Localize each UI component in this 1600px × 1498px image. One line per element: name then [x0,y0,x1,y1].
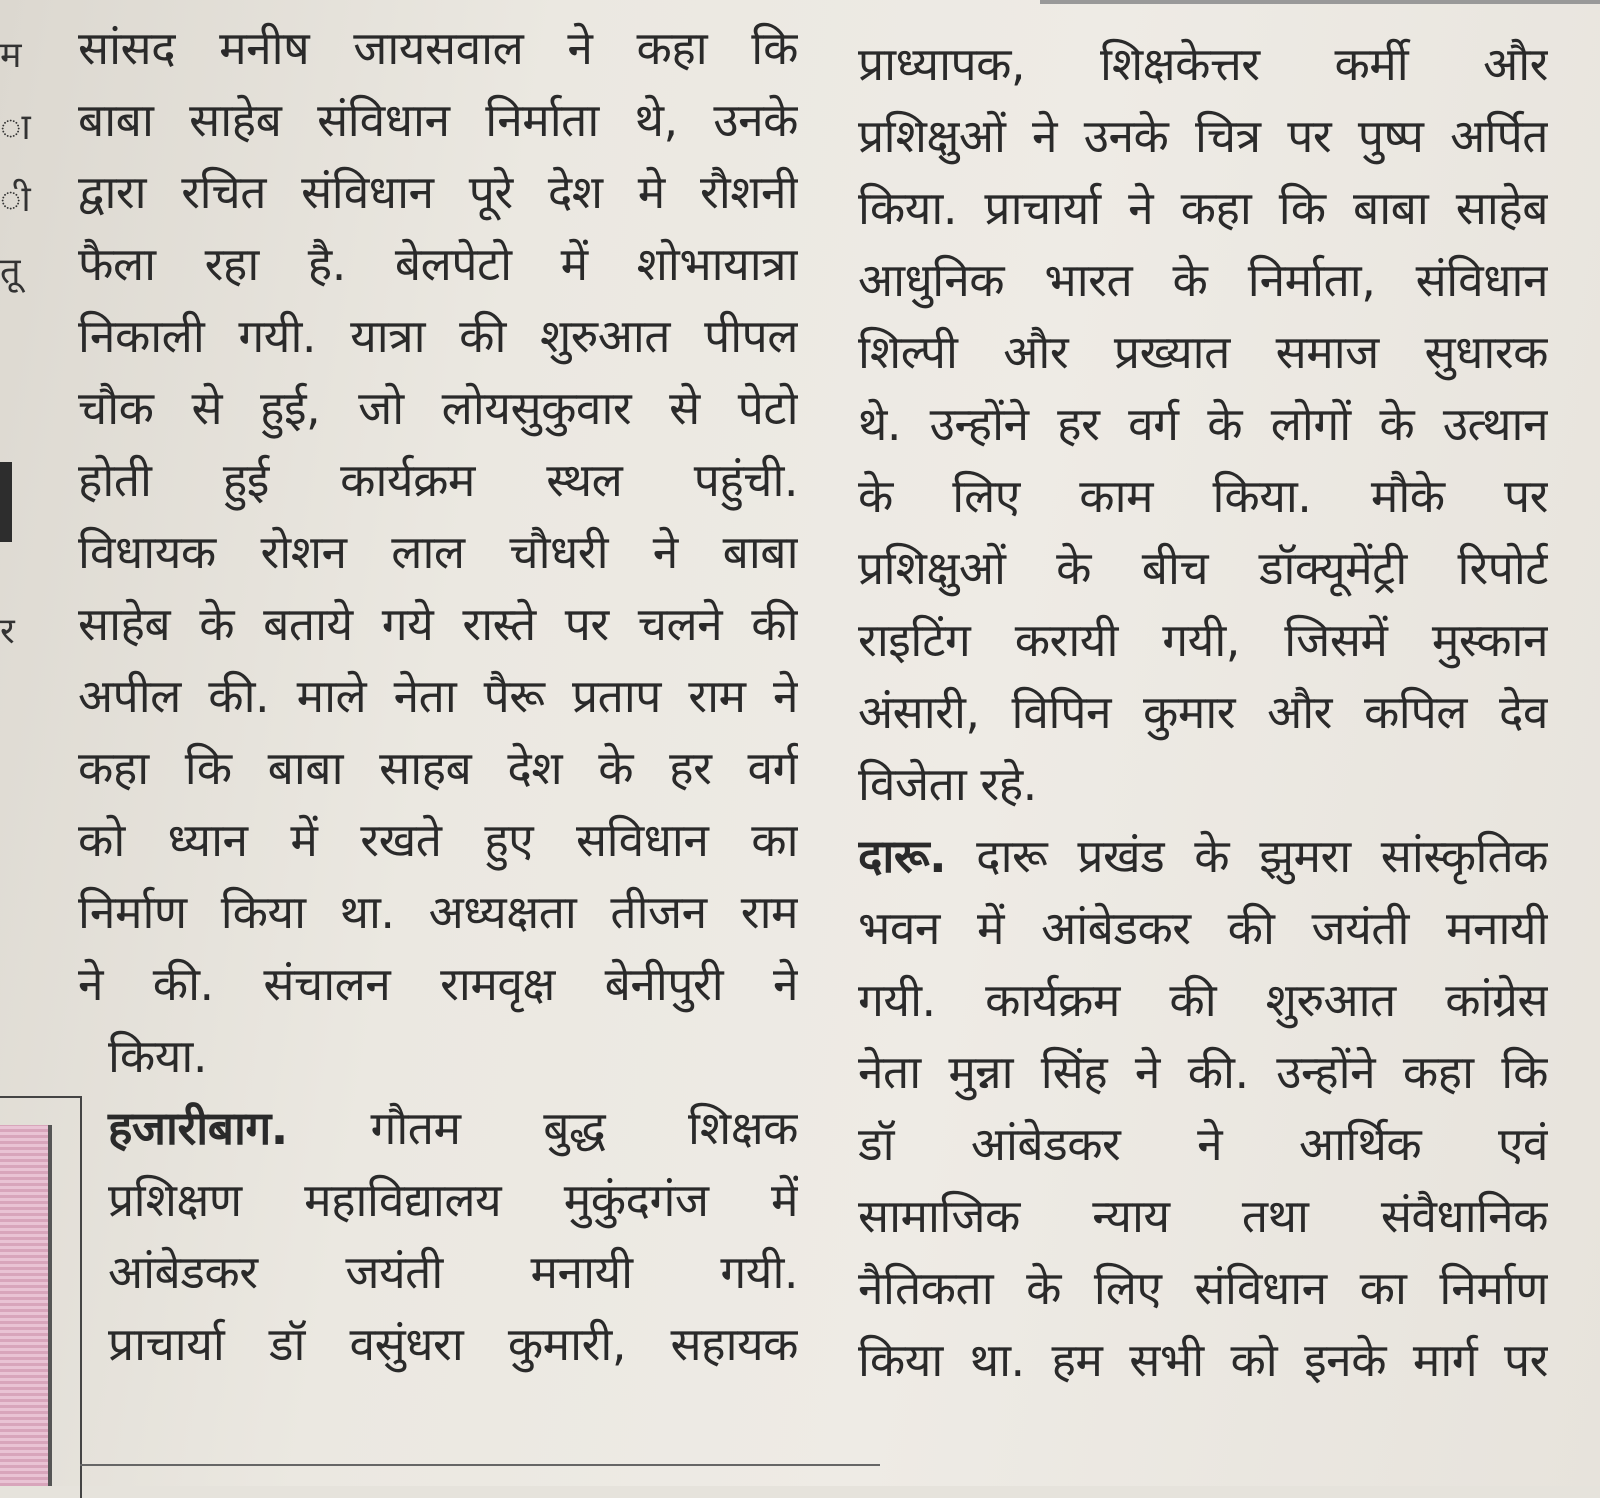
text-line: आंबेडकर जयंती मनायी गयी. [108,1245,798,1299]
advert-strip [0,1125,52,1486]
text-line: नेता मुन्ना सिंह ने की. उन्होंने कहा कि [858,1045,1548,1099]
text-segment: गौतम बुद्ध शिक्षक [370,1101,798,1155]
margin-rule [0,462,12,542]
story-first-line [858,820,1548,892]
text-line: प्राचार्या डॉ वसुंधरा कुमारी, सहायक [108,1317,798,1371]
text-line: निर्माण किया था. अध्यक्षता तीजन राम [78,885,798,939]
text-line: प्रशिक्षुओं ने उनके चित्र पर पुष्प अर्पित [858,109,1548,163]
text-line: राइटिंग करायी गयी, जिसमें मुस्कान [858,613,1548,667]
text-line: चौक से हुई, जो लोयसुकुवार से पेटो [78,381,798,435]
text-line: ने की. संचालन रामवृक्ष बेनीपुरी ने [78,957,798,1011]
text-line: होती हुई कार्यक्रम स्थल पहुंची. [78,453,798,507]
text-line: विधायक रोशन लाल चौधरी ने बाबा [78,525,798,579]
left-column [78,12,798,1380]
text-line: को ध्यान में रखते हुए सविधान का [78,813,798,867]
margin-fragment: तू [0,251,21,292]
bottom-rule [80,1464,880,1466]
text-line: निकाली गयी. यात्रा की शुरुआत पीपल [78,309,798,363]
text-segment: दारू प्रखंड के झुमरा सांस्कृतिक [976,829,1548,883]
text-line: विजेता रहे. [858,757,1037,811]
text-line: थे. उन्होंने हर वर्ग के लोगों के उत्थान [858,397,1548,451]
text-line: साहेब के बताये गये रास्ते पर चलने की [78,597,798,651]
margin-fragment [0,308,40,380]
text-line: सांसद मनीष जायसवाल ने कहा कि [78,21,798,75]
text-line: किया. [108,1029,207,1083]
text-line: किया था. हम सभी को इनके मार्ग पर [858,1333,1548,1387]
margin-fragment: र [0,611,15,652]
column-divider-rule [1040,0,1600,4]
text-line: प्राध्यापक, शिक्षकेत्तर कर्मी और [858,37,1548,91]
margin-fragment: ी [0,179,31,220]
text-line: नैतिकता के लिए संविधान का निर्माण [858,1261,1548,1315]
text-line: प्रशिक्षुओं के बीच डॉक्यूमेंट्री रिपोर्ट [858,541,1548,595]
text-line: किया. प्राचार्या ने कहा कि बाबा साहेब [858,181,1548,235]
text-line: अपील की. माले नेता पैरू प्रताप राम ने [78,669,798,723]
story-first-line [78,1092,798,1164]
margin-fragment [0,380,40,452]
right-column [858,28,1548,1396]
text-line: गयी. कार्यक्रम की शुरुआत कांग्रेस [858,973,1548,1027]
cropped-margin-text [0,20,40,668]
dateline-hazaribagh: हजारीबाग. [108,1101,288,1155]
text-line: अंसारी, विपिन कुमार और कपिल देव [858,685,1548,739]
text-line: के लिए काम किया. मौके पर [858,469,1548,523]
text-line: डॉ आंबेडकर ने आर्थिक एवं [858,1117,1548,1171]
text-line: प्रशिक्षण महाविद्यालय मुकुंदगंज में [108,1173,798,1227]
text-line: शिल्पी और प्रख्यात समाज सुधारक [858,325,1548,379]
text-line: द्वारा रचित संविधान पूरे देश मे रौशनी [78,165,798,219]
text-line: भवन में आंबेडकर की जयंती मनायी [858,901,1548,955]
text-line: फैला रहा है. बेलपेटो में शोभायात्रा [78,237,798,291]
text-line: कहा कि बाबा साहब देश के हर वर्ग [78,741,798,795]
dateline-daru: दारू. [858,829,947,883]
margin-fragment: ा [0,107,31,148]
text-line: सामाजिक न्याय तथा संवैधानिक [858,1189,1548,1243]
text-line: बाबा साहेब संविधान निर्माता थे, उनके [78,93,798,147]
text-line: आधुनिक भारत के निर्माता, संविधान [858,253,1548,307]
margin-fragment: म [0,35,22,76]
